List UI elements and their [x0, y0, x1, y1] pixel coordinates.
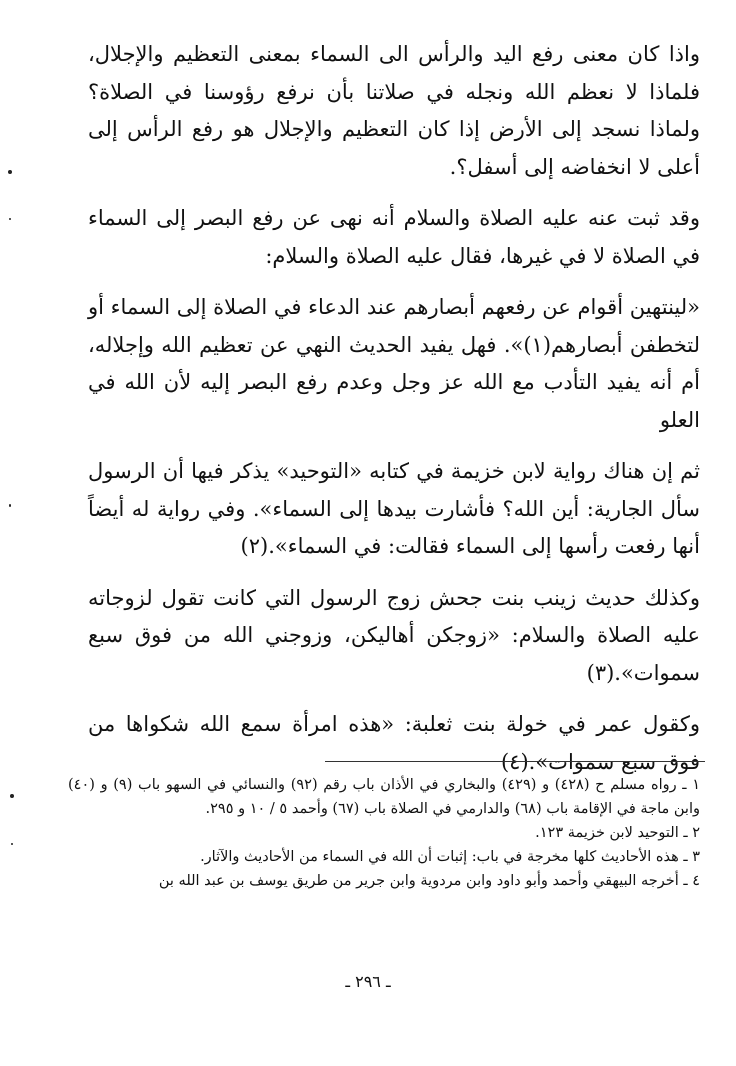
scan-speck	[9, 504, 11, 507]
footnote-2: ٢ ـ التوحيد لابن خزيمة ١٢٣.	[535, 825, 700, 841]
paragraph-1: واذا كان معنى رفع اليد والرأس الى السماء بمعنى التعظيم والإجلال، فلماذا لا نعظم الله ونجله في صلاتنا بأن نرفع رؤوسنا في الصلاة؟ ولماذا نسجد إلى الأرض إذا كان التعظيم والإجلال هو رفع الرأس إلى أعلى لا انخفاضه إلى أسفل؟.	[88, 42, 700, 179]
footnotes	[68, 773, 700, 893]
scan-speck	[11, 843, 13, 845]
footnote-3: ٣ ـ هذه الأحاديث كلها مخرجة في باب: إثبات أن الله في السماء من الأحاديث والآثار.	[200, 849, 700, 865]
scan-speck	[10, 794, 14, 798]
paragraph-2: وقد ثبت عنه عليه الصلاة والسلام أنه نهى عن رفع البصر إلى السماء في الصلاة لا في غيرها، فقال عليه الصلاة والسلام:	[88, 206, 700, 268]
paragraph-4: ثم إن هناك رواية لابن خزيمة في كتابه «التوحيد» يذكر فيها أن الرسول سأل الجارية: أين الله؟ فأشارت بيدها إلى السماء». وفي رواية له أيضاً أنها رفعت رأسها إلى السماء فقالت: في السماء».(٢)	[88, 459, 700, 558]
scan-speck	[8, 170, 12, 174]
body-text	[88, 36, 700, 781]
paragraph-6: وكقول عمر في خولة بنت ثعلبة: «هذه امرأة سمع الله شكواها من فوق سبع سموات».(٤)	[88, 712, 700, 774]
page-number: ـ ٢٩٦ ـ	[345, 972, 391, 991]
paragraph-3: «لينتهين أقوام عن رفعهم أبصارهم عند الدعاء في الصلاة إلى السماء أو لتخطفن أبصارهم(١)». فهل يفيد الحديث النهي عن تعظيم الله وإجلاله، أم أنه يفيد التأدب مع الله عز وجل وعدم رفع البصر إليه لأن الله في العلو	[88, 295, 700, 432]
scan-speck	[9, 218, 11, 220]
paragraph-5: وكذلك حديث زينب بنت جحش زوج الرسول التي كانت تقول لزوجاته عليه الصلاة والسلام: «زوجكن أهاليكن، وزوجني الله من فوق سبع سموات».(٣)	[88, 585, 700, 685]
footnote-1: ١ ـ رواه مسلم ح (٤٢٨) و (٤٢٩) والبخاري في الأذان باب رقم (٩٢) والنسائي في السهو باب (٩) و (٤٠) وابن ماجة في الإقامة باب (٦٨) والدارمي في الصلاة باب (٦٧) وأحمد ٥ / ١٠ و ٢٩٥.	[68, 777, 701, 817]
footnote-4: ٤ ـ أخرجه البيهقي وأحمد وأبو داود وابن مردوية وابن جرير من طريق يوسف بن عبد الله بن	[158, 873, 700, 889]
footnote-separator	[325, 761, 705, 762]
